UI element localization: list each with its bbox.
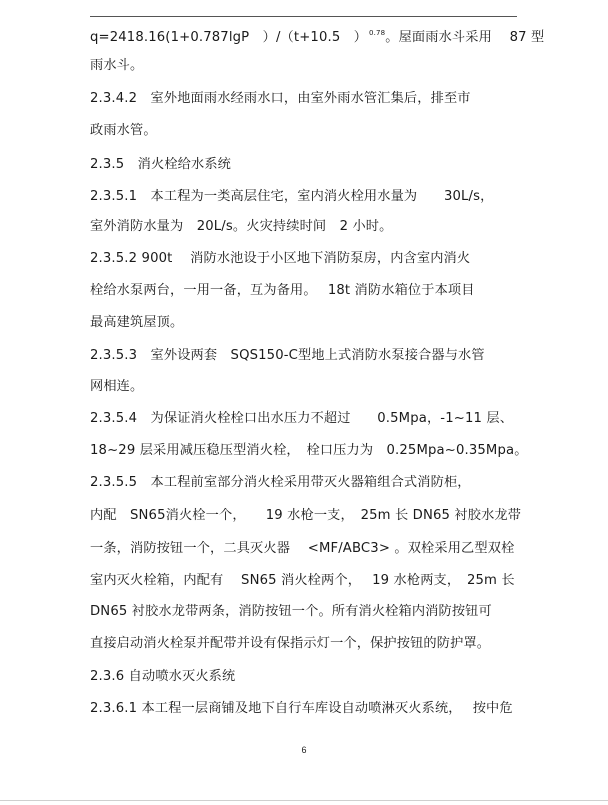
text-line: 内配 SN65消火栓一个， 19 水枪一支， 25m 长 DN65 衬胶水龙带 <box>90 508 522 523</box>
section-heading: 2.3.5.1 本工程为一类高层住宅，室内消火栓用水量为 30L/s， <box>90 189 494 204</box>
header-rule <box>90 16 517 17</box>
text-line: 一条，消防按钮一个，二具灭火器 <MF/ABC3> 。双栓采用乙型双栓 <box>90 541 515 556</box>
text-line: 栓给水泵两台，一用一备，互为备用。 18t 消防水箱位于本项目 <box>90 283 475 298</box>
section-heading: 2.3.5.3 室外设两套 SQS150-C型地上式消防水泵接合器与水管 <box>90 348 485 363</box>
formula-line <box>90 24 544 47</box>
section-heading: 2.3.5.2 900t 消防水池设于小区地下消防泵房，内含室内消火 <box>90 251 471 266</box>
text-line: DN65 衬胶水龙带两条，消防按钮一个。所有消火栓箱内消防按钮可 <box>90 604 492 619</box>
formula-exponent: 0.78 <box>369 29 386 37</box>
text-line: 最高建筑屋顶。 <box>90 315 184 330</box>
section-heading: 2.3.5 消火栓给水系统 <box>90 157 232 172</box>
text-line: 室内灭火栓箱，内配有 SN65 消火栓两个， 19 水枪两支， 25m 长 <box>90 573 515 588</box>
text-line: 雨水斗。 <box>90 58 144 73</box>
formula-text: q=2418.16(1+0.787lgP ）/（t+10.5 ） <box>90 30 368 45</box>
text-line: 网相连。 <box>90 379 144 394</box>
text-line: 政雨水管。 <box>90 123 157 138</box>
section-heading: 2.3.5.5 本工程前室部分消火栓采用带灭火器箱组合式消防柜， <box>90 475 471 490</box>
text-line: 18~29 层采用减压稳压型消火栓， 栓口压力为 0.25Mpa~0.35Mpa。 <box>90 443 528 458</box>
section-heading: 2.3.6 自动喷水灭火系统 <box>90 669 236 684</box>
page-number: 6 <box>301 745 307 755</box>
text-line: 室外消防水量为 20L/s。火灾持续时间 2 小时。 <box>90 219 393 234</box>
section-heading: 2.3.6.1 本工程一层商铺及地下自行车库设自动喷淋灭火系统， 按中危 <box>90 701 513 716</box>
page-bottom-edge <box>0 800 608 801</box>
section-heading: 2.3.4.2 室外地面雨水经雨水口，由室外雨水管汇集后，排至市 <box>90 91 471 106</box>
formula-tail: 。屋面雨水斗采用 87 型 <box>385 30 545 45</box>
section-heading: 2.3.5.4 为保证消火栓栓口出水压力不超过 0.5Mpa，-1~11 层、 <box>90 411 514 426</box>
text-line: 直接启动消火栓泵并配带并设有保指示灯一个，保护按钮的防护罩。 <box>90 636 491 651</box>
